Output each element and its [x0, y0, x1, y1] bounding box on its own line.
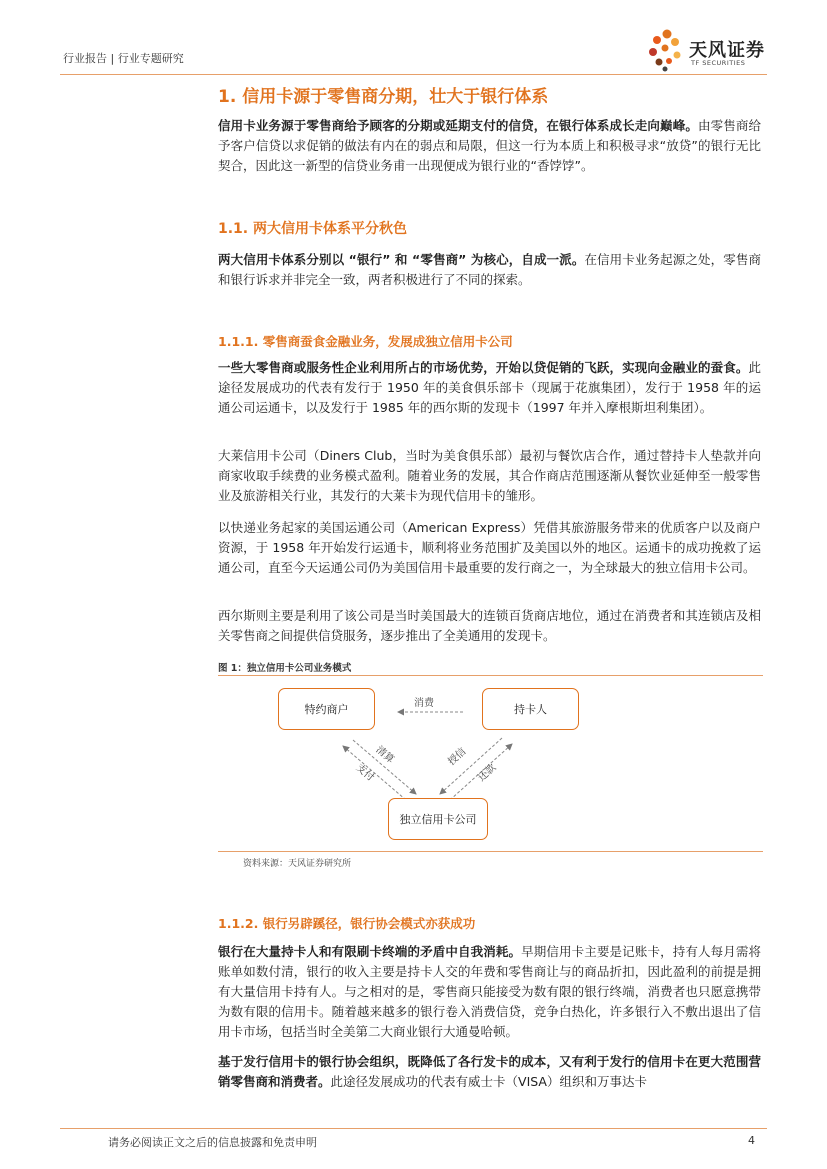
section-1-lead: 信用卡业务源于零售商给予顾客的分期或延期支付的信贷，在银行体系成长走向巅峰。: [218, 118, 698, 133]
section-1-1-1-paragraph-2: 大莱信用卡公司（Diners Club，当时为美食俱乐部）最初与餐饮店合作，通过替持卡人垫款并向商家收取手续费的业务模式盈利。随着业务的发展，其合作商店范围逐渐从餐饮业延伸至一般零售业及旅游相关行业，其发行的大莱卡为现代信用卡的雏形。: [218, 448, 761, 503]
node-cardholder: 持卡人: [482, 688, 579, 730]
section-1-1-2-lead-2: 基于发行信用卡的银行协会组织，既降低了各行发卡的成本，又有利于发行的信用卡在更大范围营销零售商和消费者。: [218, 1054, 761, 1089]
footer-disclaimer: 请务必阅读正文之后的信息披露和免责申明: [108, 1136, 317, 1149]
footer-rule: [60, 1128, 767, 1129]
section-1-1-body: 在信用卡业务起源之处，零售商和银行诉求并非完全一致，两者积极进行了不同的探索。: [218, 252, 761, 287]
section-1-1-1-lead: 一些大零售商或服务性企业利用所占的市场优势，开始以贷促销的飞跃，实现向金融业的蚕食。: [218, 360, 749, 375]
node-company: 独立信用卡公司: [388, 798, 488, 840]
header-rule: [60, 74, 767, 75]
section-1-1-lead: 两大信用卡体系分别以 “银行” 和 “零售商” 为核心，自成一派。: [218, 252, 585, 267]
logo-mark-icon: [645, 28, 687, 72]
section-1-1-1-paragraph-3: 以快递业务起家的美国运通公司（American Express）凭借其旅游服务带来的优质客户以及商户资源，于 1958 年开始发行运通卡，顺利将业务范围扩及美国以外的地区。运通卡的成功挽救了运通公司，直至今天运通公司仍为美国信用卡最重要的发行商之一，为全球最大的独立信用卡公司。: [218, 520, 761, 575]
section-1-1-1-title: 1.1.1. 零售商蚕食金融业务，发展成独立信用卡公司: [218, 334, 513, 349]
section-1-title: 1. 信用卡源于零售商分期，壮大于银行体系: [218, 87, 549, 107]
section-1-1-1-body: 此途径发展成功的代表有发行于 1950 年的美食俱乐部卡（现属于花旗集团），发行于 1958 年的运通公司运通卡，以及发行于 1985 年的西尔斯的发现卡（1997 年并入摩根斯坦利集团）。: [218, 360, 761, 415]
label-consume: 消费: [414, 698, 434, 709]
section-1-1-paragraph: [218, 250, 761, 290]
report-type: 行业报告 | 行业专题研究: [63, 52, 184, 65]
section-1-1-2-body: 早期信用卡主要是记账卡，持有人每月需将账单如数付清，银行的收入主要是持卡人交的年费和零售商让与的商品折扣，因此盈利的前提是拥有大量信用卡持有人。与之相对的是，零售商只能接受为数有限的银行终端，消费者也只愿意携带为数有限的信用卡。随着越来越多的银行卷入消费信贷，竞争白热化，许多银行入不敷出退出了信用卡市场，包括当时全美第二大商业银行大通曼哈顿。: [218, 944, 761, 1039]
section-1-1-2-title: 1.1.2. 银行另辟蹊径，银行协会模式亦获成功: [218, 916, 476, 931]
label-clearing: 清算: [373, 744, 396, 766]
section-1-body: 由零售商给予客户信贷以求促销的做法有内在的弱点和局限，但这一行为本质上和积极寻求“放贷”的银行无比契合，因此这一新型的信贷业务甫一出现便成为银行业的“香饽饽”。: [218, 118, 761, 173]
page-number: 4: [748, 1134, 755, 1147]
figure-bottom-rule: [218, 851, 763, 852]
logo-cn-text: 天风证券: [689, 40, 765, 61]
figure-1-diagram: [218, 676, 763, 848]
section-1-1-2-lead: 银行在大量持卡人和有限刷卡终端的矛盾中自我消耗。: [218, 944, 522, 959]
figure-1-source: 资料来源：天风证券研究所: [243, 859, 352, 869]
label-credit: 授信: [446, 746, 469, 768]
logo-en-text: TF SECURITIES: [691, 59, 746, 67]
section-1-1-title: 1.1. 两大信用卡体系平分秋色: [218, 221, 407, 237]
label-repay: 还款: [476, 762, 499, 784]
section-1-paragraph: [218, 116, 761, 176]
label-pay: 支付: [353, 762, 376, 784]
section-1-1-2-body-2: 此途径发展成功的代表有威士卡（VISA）组织和万事达卡: [330, 1074, 647, 1089]
company-logo: [645, 28, 770, 74]
section-1-1-2-paragraph-1: [218, 942, 761, 1042]
node-merchant: 特约商户: [278, 688, 375, 730]
section-1-1-2-paragraph-2: [218, 1052, 761, 1092]
section-1-1-1-paragraph-4: 西尔斯则主要是利用了该公司是当时美国最大的连锁百货商店地位，通过在消费者和其连锁店及相关零售商之间提供信贷服务，逐步推出了全美通用的发现卡。: [218, 608, 761, 643]
section-1-1-1-paragraph-1: [218, 358, 761, 418]
figure-1-title: 图 1：独立信用卡公司业务模式: [218, 663, 352, 674]
